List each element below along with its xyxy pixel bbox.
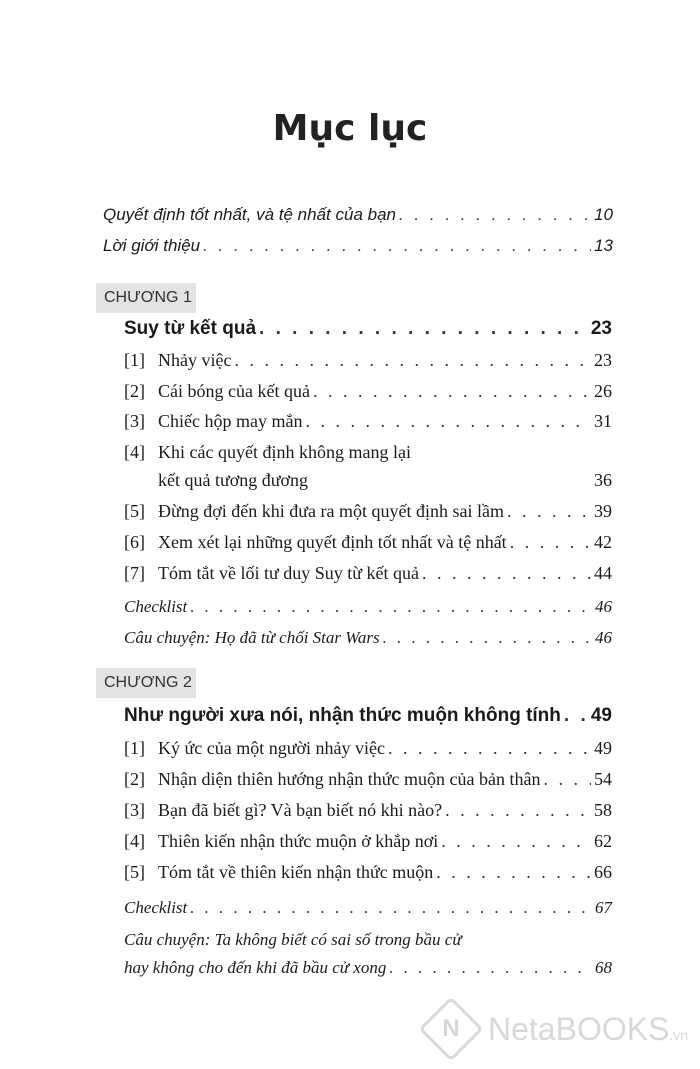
section-page: 44 bbox=[594, 563, 612, 583]
leader-dots bbox=[203, 236, 591, 256]
section-page: 62 bbox=[594, 831, 612, 851]
leader-dots bbox=[510, 532, 591, 553]
story-page: 46 bbox=[595, 628, 612, 647]
toc-entry-introduction[interactable] bbox=[103, 236, 613, 256]
toc-section[interactable] bbox=[124, 532, 612, 553]
section-number: [5] bbox=[124, 501, 145, 521]
section-number: [2] bbox=[124, 769, 145, 789]
checklist-page: 67 bbox=[595, 898, 612, 917]
toc-section[interactable] bbox=[124, 501, 612, 522]
section-label: Xem xét lại những quyết định tốt nhất và tệ nhất bbox=[158, 532, 507, 552]
leader-dots bbox=[543, 769, 591, 790]
story-label-line1: Câu chuyện: Ta không biết có sai số trong bầu cử bbox=[124, 930, 462, 949]
toc-section[interactable] bbox=[124, 350, 612, 371]
checklist-label: Checklist bbox=[124, 898, 188, 917]
toc-entry-page: 13 bbox=[594, 236, 613, 255]
section-number: [6] bbox=[124, 532, 145, 552]
story-page: 68 bbox=[595, 958, 612, 977]
toc-entry-best-worst-decision[interactable] bbox=[103, 205, 613, 225]
toc-entry-label: Quyết định tốt nhất, và tệ nhất của bạn bbox=[103, 205, 396, 224]
page-title: Mục lục bbox=[272, 108, 428, 149]
toc-section[interactable] bbox=[124, 411, 612, 432]
leader-dots bbox=[190, 898, 592, 918]
leader-dots bbox=[190, 597, 592, 617]
toc-story[interactable] bbox=[124, 628, 612, 648]
section-number: [2] bbox=[124, 381, 145, 401]
leader-dots bbox=[445, 800, 591, 821]
toc-entry-page: 10 bbox=[594, 205, 613, 224]
section-label: Đừng đợi đến khi đưa ra một quyết định sai lầm bbox=[158, 501, 504, 521]
section-number: [4] bbox=[124, 831, 145, 851]
section-label: Tóm tắt về lối tư duy Suy từ kết quả bbox=[158, 563, 419, 583]
section-page: 54 bbox=[594, 769, 612, 789]
section-page: 31 bbox=[594, 411, 612, 431]
section-number: [4] bbox=[124, 442, 145, 462]
section-page: 42 bbox=[594, 532, 612, 552]
section-page: 26 bbox=[594, 381, 612, 401]
section-label: Thiên kiến nhận thức muộn ở khắp nơi bbox=[158, 831, 439, 851]
toc-checklist[interactable] bbox=[124, 898, 612, 918]
section-number: [1] bbox=[124, 350, 145, 370]
leader-dots bbox=[383, 628, 592, 648]
checklist-page: 46 bbox=[595, 597, 612, 616]
leader-dots bbox=[259, 318, 588, 340]
leader-dots bbox=[441, 831, 591, 852]
leader-dots bbox=[305, 411, 591, 432]
section-page: 36 bbox=[594, 470, 612, 490]
chapter-title-page: 23 bbox=[590, 318, 612, 339]
section-page: 58 bbox=[594, 800, 612, 820]
section-number: [7] bbox=[124, 563, 145, 583]
chapter-2-title[interactable] bbox=[124, 705, 612, 727]
story-label: Câu chuyện: Họ đã từ chối Star Wars bbox=[124, 628, 380, 647]
section-label-line1: Khi các quyết định không mang lại bbox=[158, 442, 411, 462]
leader-dots bbox=[313, 381, 591, 402]
section-label-line2: kết quả tương đương bbox=[158, 470, 309, 490]
section-page: 66 bbox=[594, 862, 612, 882]
toc-section[interactable] bbox=[124, 800, 612, 821]
chapter-title-label: Như người xưa nói, nhận thức muộn không tính bbox=[124, 705, 561, 726]
section-label: Nhận diện thiên hướng nhận thức muộn của bản thân bbox=[158, 769, 541, 789]
leader-dots bbox=[389, 958, 592, 978]
toc-section-multiline[interactable] bbox=[124, 442, 612, 491]
toc-entry-label: Lời giới thiệu bbox=[103, 236, 201, 255]
section-number: [5] bbox=[124, 862, 145, 882]
section-label: Bạn đã biết gì? Và bạn biết nó khi nào? bbox=[158, 800, 443, 820]
section-label: Tóm tắt về thiên kiến nhận thức muộn bbox=[158, 862, 434, 882]
toc-section[interactable] bbox=[124, 563, 612, 584]
checklist-label: Checklist bbox=[124, 597, 188, 616]
leader-dots bbox=[399, 205, 591, 225]
chapter-title-page: 49 bbox=[590, 705, 612, 726]
leader-dots bbox=[388, 738, 591, 759]
watermark-brand: NetaBOOKS.vn bbox=[488, 1010, 689, 1047]
story-label-line2: hay không cho đến khi đã bầu cử xong bbox=[124, 958, 387, 977]
section-page: 23 bbox=[594, 350, 612, 370]
section-page: 39 bbox=[594, 501, 612, 521]
section-label: Ký ức của một người nhảy việc bbox=[158, 738, 385, 758]
section-number: [3] bbox=[124, 800, 145, 820]
leader-dots bbox=[436, 862, 591, 883]
leader-dots bbox=[564, 705, 588, 727]
toc-section[interactable] bbox=[124, 381, 612, 402]
leader-dots bbox=[507, 501, 591, 522]
chapter-2-badge: CHƯƠNG 2 bbox=[96, 668, 196, 698]
toc-section[interactable] bbox=[124, 862, 612, 883]
leader-dots bbox=[234, 350, 591, 371]
chapter-title-label: Suy từ kết quả bbox=[124, 318, 257, 339]
section-label: Cái bóng của kết quả bbox=[158, 381, 310, 401]
section-label: Nhảy việc bbox=[158, 350, 232, 370]
section-page: 49 bbox=[594, 738, 612, 758]
section-number: [3] bbox=[124, 411, 145, 431]
leader-dots bbox=[422, 563, 591, 584]
toc-section[interactable] bbox=[124, 769, 612, 790]
toc-section[interactable] bbox=[124, 738, 612, 759]
toc-section[interactable] bbox=[124, 831, 612, 852]
netabooks-logo-icon: N bbox=[418, 996, 483, 1061]
toc-story[interactable] bbox=[124, 958, 612, 978]
section-label: Chiếc hộp may mắn bbox=[158, 411, 303, 431]
chapter-1-title[interactable] bbox=[124, 318, 612, 340]
netabooks-watermark bbox=[428, 1006, 688, 1052]
toc-checklist[interactable] bbox=[124, 597, 612, 617]
section-number: [1] bbox=[124, 738, 145, 758]
chapter-1-badge: CHƯƠNG 1 bbox=[96, 283, 196, 313]
